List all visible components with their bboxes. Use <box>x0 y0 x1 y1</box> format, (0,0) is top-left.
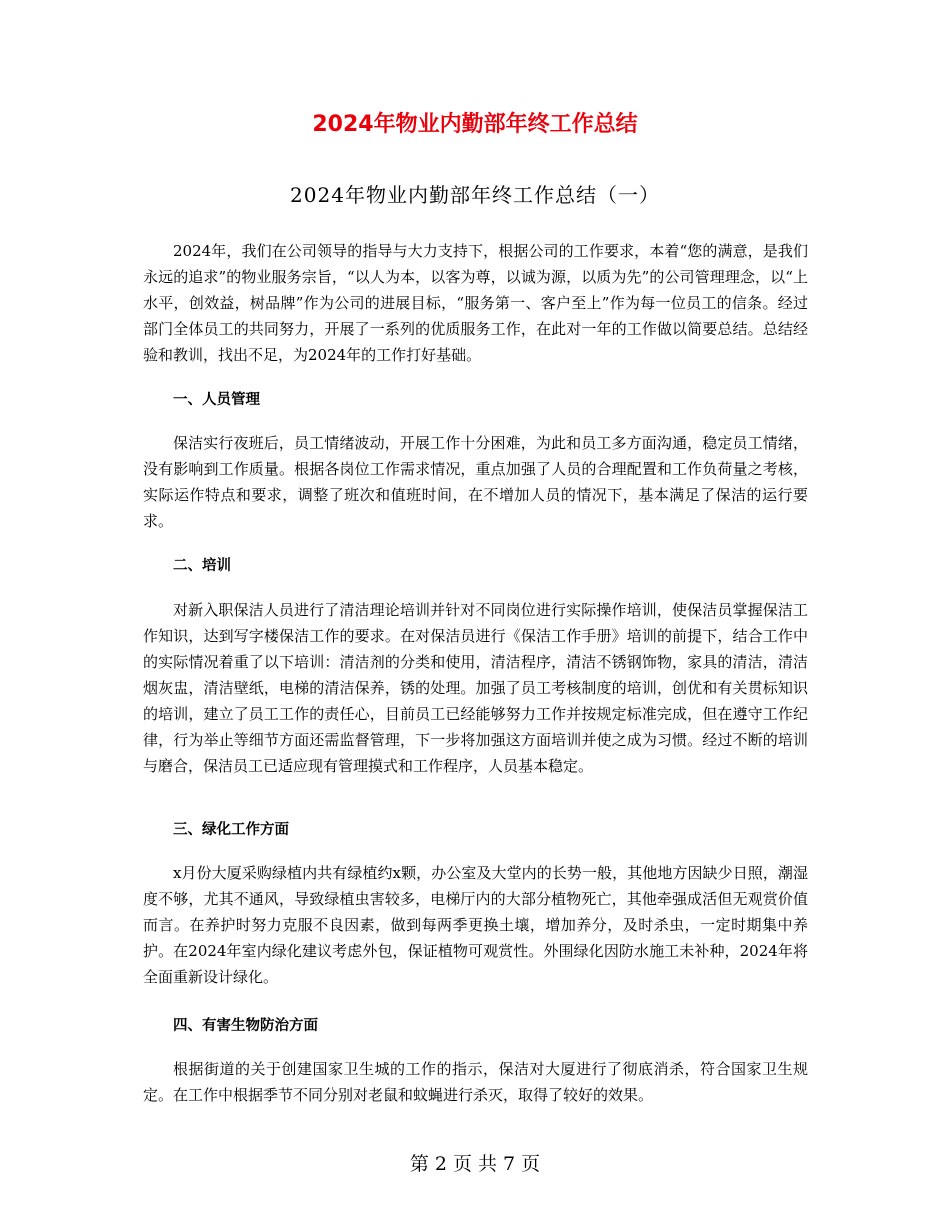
section-body-personnel: 保洁实行夜班后，员工情绪波动，开展工作十分困难，为此和员工多方面沟通，稳定员工情绪，没有影响到工作质量。根据各岗位工作需求情况，重点加强了人员的合理配置和工作负荷量之考核，实际运作特点和要求，调整了班次和值班时间，在不增加人员的情况下，基本满足了保洁的运行要求。 <box>143 434 808 530</box>
page-number-footer: 第 2 页 共 7 页 <box>409 1153 541 1175</box>
section-heading-personnel: 一、人员管理 <box>173 392 260 408</box>
intro-paragraph: 2024年，我们在公司领导的指导与大力支持下，根据公司的工作要求，本着“您的满意，是我们永远的追求”的物业服务宗旨，“以人为本，以客为尊，以诚为源，以质为先”的公司管理理念，以“上水平，创效益，树品牌”作为公司的进展目标，“服务第一、客户至上”作为每一位员工的信条。经过部门全体员工的共同努力，开展了一系列的优质服务工作，在此对一年的工作做以简要总结。总结经验和教训，找出不足，为2024年的工作打好基础。 <box>143 242 808 364</box>
section-heading-greening: 三、绿化工作方面 <box>173 822 289 838</box>
section-body-greening: x月份大厦采购绿植内共有绿植约x颗，办公室及大堂内的长势一般，其他地方因缺少日照，潮湿度不够，尤其不通风，导致绿植虫害较多，电梯厅内的大部分植物死亡，其他牵强成活但无观赏价值而言。在养护时努力克服不良因素，做到每两季更换土壤，增加养分，及时杀虫，一定时期集中养护。在2024年室内绿化建议考虑外包，保证植物可观赏性。外围绿化因防水施工未补种，2024年将全面重新设计绿化。 <box>143 864 808 986</box>
section-heading-pest-control: 四、有害生物防治方面 <box>173 1018 318 1034</box>
section-body-training: 对新入职保洁人员进行了清洁理论培训并针对不同岗位进行实际操作培训，使保洁员掌握保洁工作知识，达到写字楼保洁工作的要求。在对保洁员进行《保洁工作手册》培训的前提下，结合工作中的实际情况着重了以下培训：清洁剂的分类和使用，清洁程序，清洁不锈钢饰物，家具的清洁，清洁烟灰盅，清洁壁纸，电梯的清洁保养，锈的处理。加强了员工考核制度的培训，创优和有关贯标知识的培训，建立了员工工作的责任心，目前员工已经能够努力工作并按规定标准完成，但在遵守工作纪律，行为举止等细节方面还需监督管理，下一步将加强这方面培训并使之成为习惯。经过不断的培训与磨合，保洁员工已适应现有管理摸式和工作程序，人员基本稳定。 <box>143 601 808 775</box>
document-subtitle: 2024年物业内勤部年终工作总结（一） <box>290 183 660 207</box>
document-title: 2024年物业内勤部年终工作总结 <box>312 112 638 137</box>
section-body-pest-control: 根据街道的关于创建国家卫生城的工作的指示，保洁对大厦进行了彻底消杀，符合国家卫生规定。在工作中根据季节不同分别对老鼠和蚊蝇进行杀灭，取得了较好的效果。 <box>143 1060 808 1104</box>
section-heading-training: 二、培训 <box>173 558 231 574</box>
